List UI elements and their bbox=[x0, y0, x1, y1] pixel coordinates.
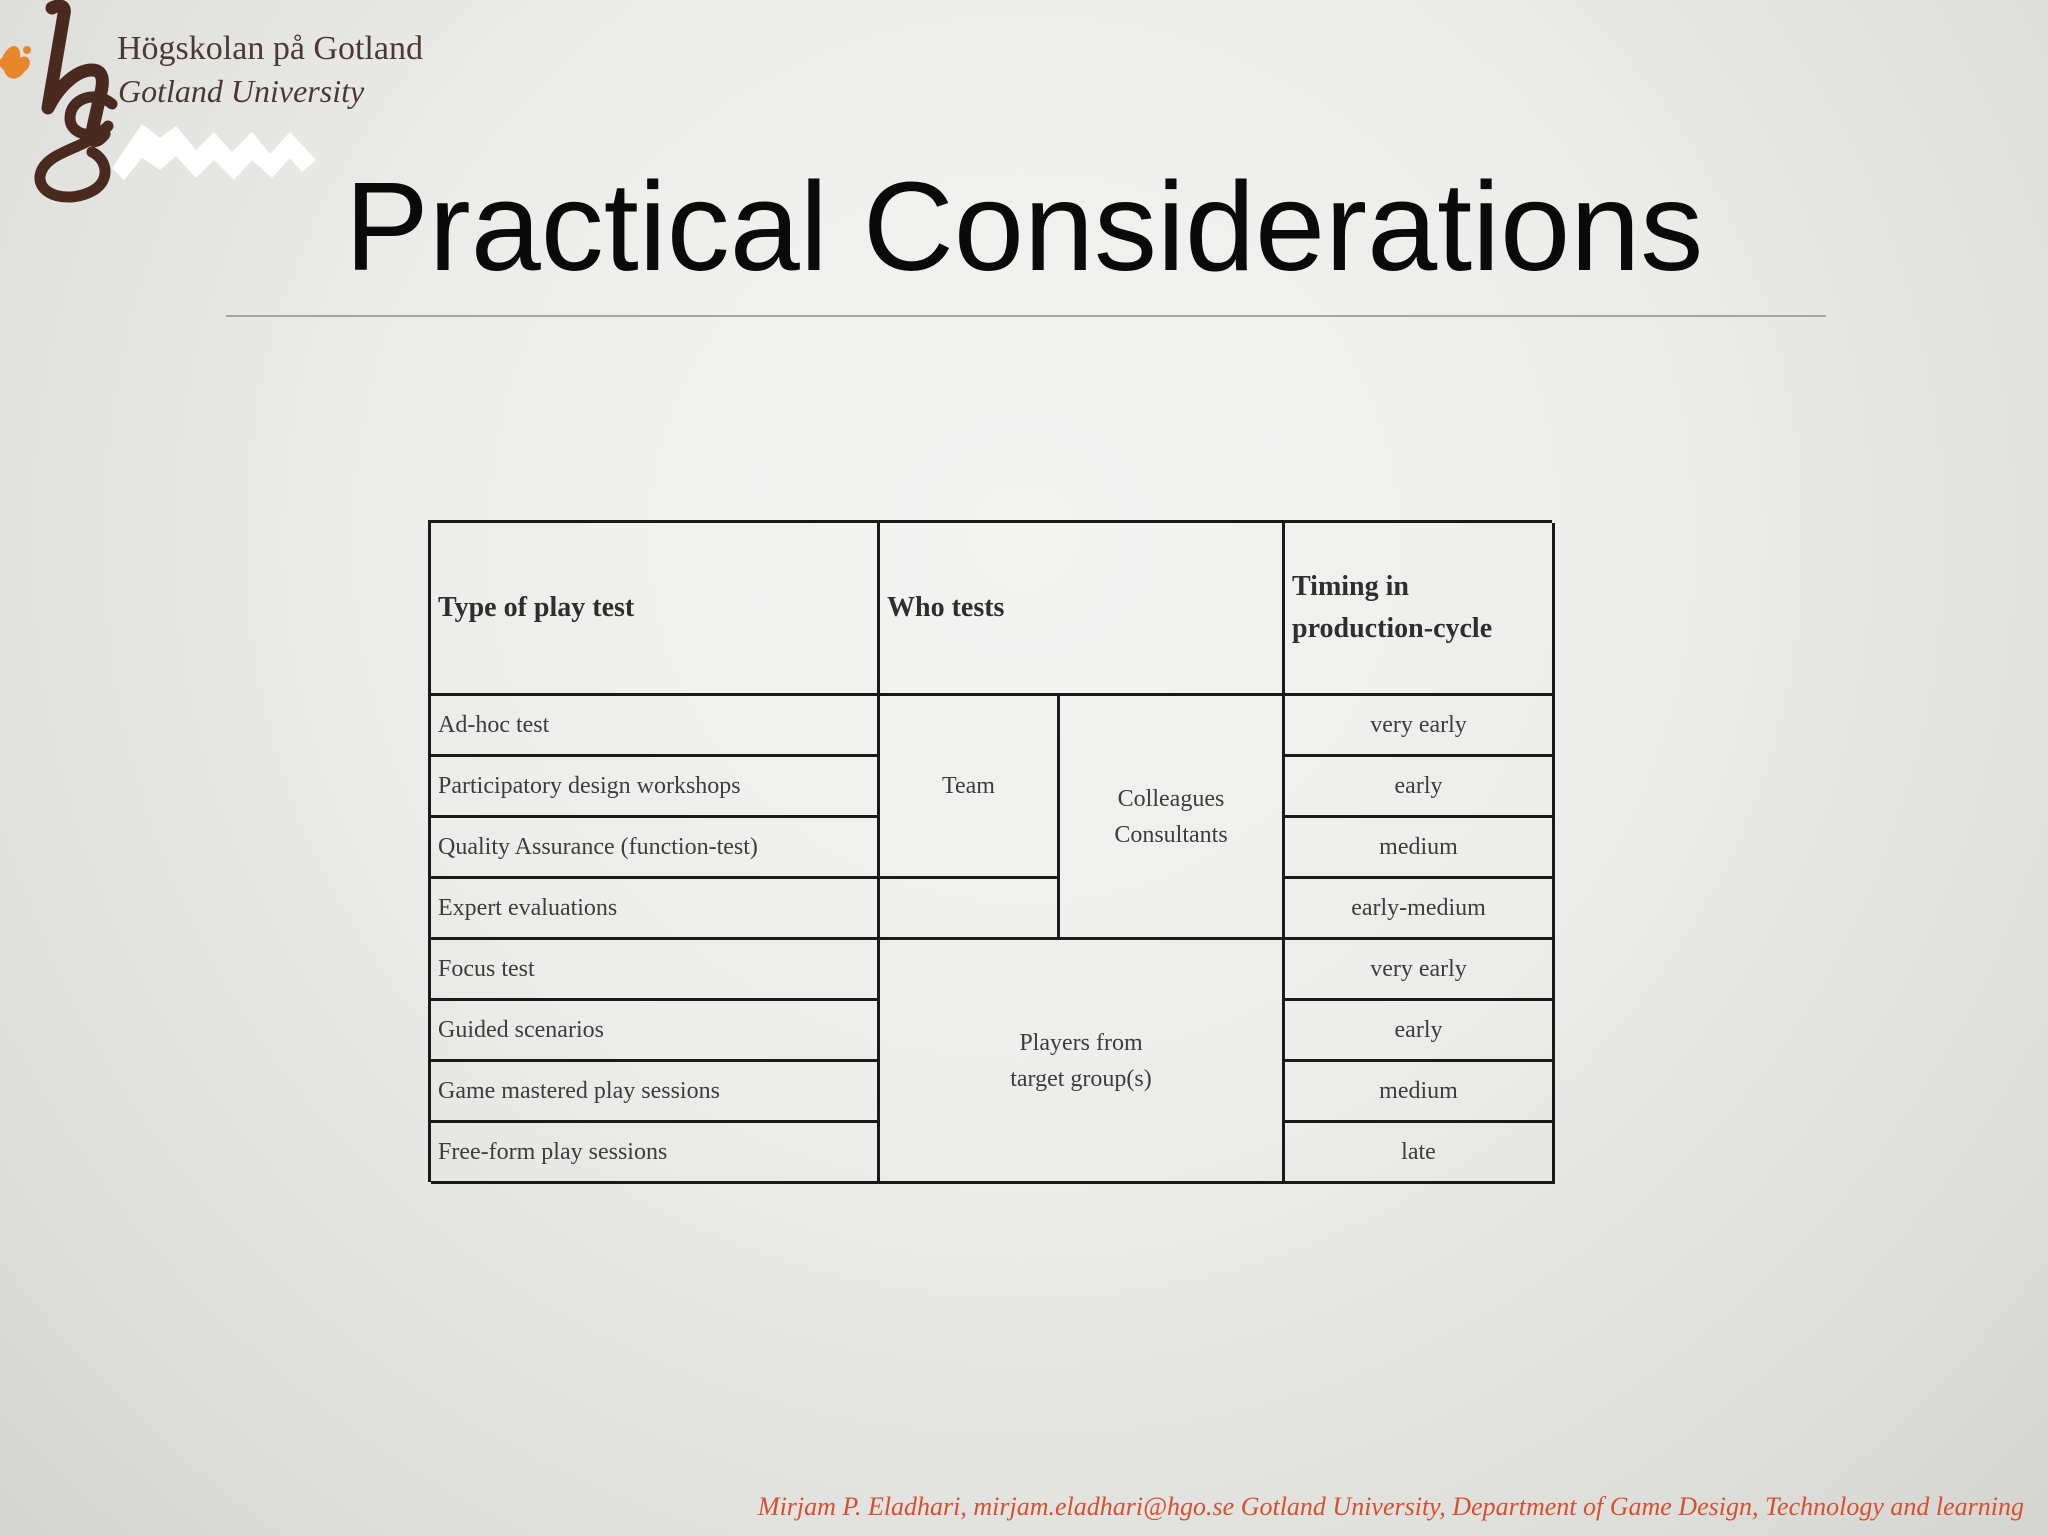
who-colleagues-cell: Colleagues Consultants bbox=[1060, 696, 1285, 940]
table-row-type: Participatory design workshops bbox=[431, 757, 880, 818]
play-test-table bbox=[428, 520, 1552, 1182]
table-row-type: Guided scenarios bbox=[431, 1001, 880, 1062]
university-name-english: Gotland University bbox=[118, 73, 365, 109]
table-row-type: Focus test bbox=[431, 940, 880, 1001]
university-name-swedish: Högskolan på Gotland bbox=[117, 30, 423, 67]
header-type-of-play-test: Type of play test bbox=[431, 523, 880, 696]
table-row-type: Ad-hoc test bbox=[431, 696, 880, 757]
header-who-tests: Who tests bbox=[880, 523, 1285, 696]
table-row-timing: very early bbox=[1285, 696, 1555, 757]
table-row-timing: medium bbox=[1285, 1062, 1555, 1123]
title-divider bbox=[226, 315, 1826, 317]
slide-title: Practical Considerations bbox=[344, 156, 1704, 297]
table-row-type: Quality Assurance (function-test) bbox=[431, 818, 880, 879]
who-empty-cell bbox=[880, 879, 1060, 940]
table-row-type: Free-form play sessions bbox=[431, 1123, 880, 1184]
table-row-timing: medium bbox=[1285, 818, 1555, 879]
who-team-cell: Team bbox=[880, 696, 1060, 879]
slide-footer: Mirjam P. Eladhari, mirjam.eladhari@hgo.se Gotland University, Department of Game Design, Technology and learning bbox=[757, 1492, 2024, 1521]
table-row-timing: early bbox=[1285, 1001, 1555, 1062]
table-row-type: Expert evaluations bbox=[431, 879, 880, 940]
table-row-type: Game mastered play sessions bbox=[431, 1062, 880, 1123]
table-row-timing: very early bbox=[1285, 940, 1555, 1001]
table-row-timing: early bbox=[1285, 757, 1555, 818]
table-row-timing: late bbox=[1285, 1123, 1555, 1184]
table-row-timing: early-medium bbox=[1285, 879, 1555, 940]
header-timing: Timing in production-cycle bbox=[1285, 523, 1555, 696]
who-players-cell: Players from target group(s) bbox=[880, 940, 1285, 1184]
